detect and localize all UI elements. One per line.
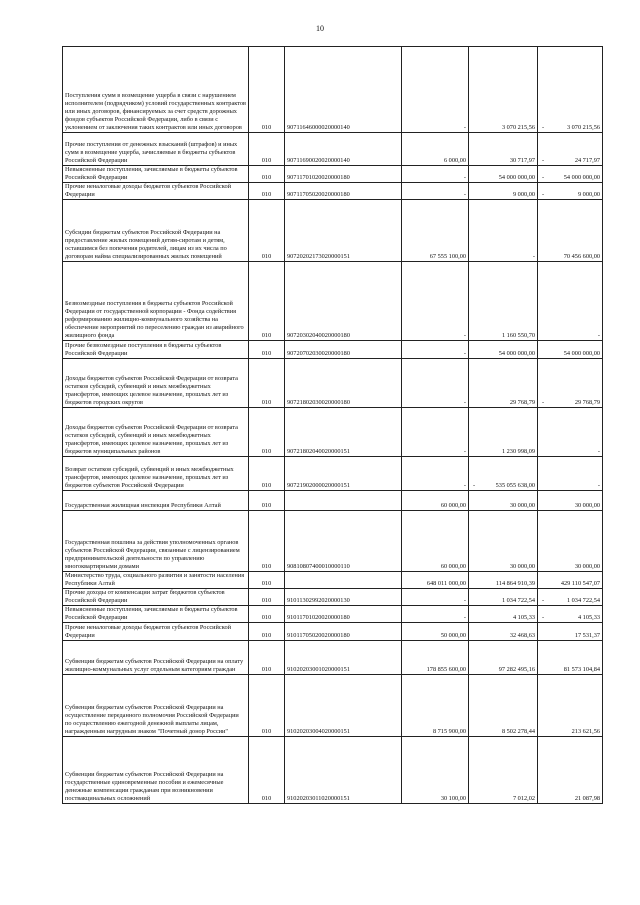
remaining-amount-cell-sign: -	[542, 399, 545, 406]
revenue-name-cell-value: Прочие неналоговые доходы бюджетов субъектов Российской Федерации	[65, 624, 231, 639]
executed-amount-cell-value: 9 000,00	[512, 191, 535, 198]
executed-amount-cell	[469, 623, 538, 641]
revenue-name-cell-value: Безвозмездные поступления в бюджеты субъектов Российской Федерации от государственной корпорации - Фонда содействия реформированию жилищно-коммунального хозяйства на обеспечение мероприятий по переселению граждан из аварийного жилищного фонда	[65, 300, 244, 339]
executed-amount-cell	[469, 641, 538, 675]
remaining-amount-cell-sign: -	[542, 191, 545, 198]
budget-code-cell	[285, 341, 402, 359]
revenue-name-cell	[63, 572, 249, 589]
planned-amount-cell	[402, 341, 469, 359]
executed-amount-cell-value: 54 000 000,00	[498, 174, 535, 181]
remaining-amount-cell	[538, 606, 603, 623]
table-row	[63, 606, 603, 623]
budget-code-cell-value: 91011705020020000180	[287, 632, 350, 639]
revenue-name-cell	[63, 491, 249, 511]
executed-amount-cell-value: 32 468,63	[509, 632, 535, 639]
planned-amount-cell-value: -	[463, 399, 466, 406]
remaining-amount-cell-sign: -	[542, 597, 545, 604]
revenue-name-cell	[63, 457, 249, 491]
budget-code-cell	[285, 606, 402, 623]
admin-code-cell-value: 010	[261, 448, 272, 455]
executed-amount-cell	[469, 359, 538, 408]
planned-amount-cell-value: -	[463, 448, 466, 455]
remaining-amount-cell	[538, 589, 603, 606]
budget-code-cell-value: 91011302992020000130	[287, 597, 350, 604]
budget-code-cell	[285, 457, 402, 491]
revenue-name-cell	[63, 511, 249, 572]
remaining-amount-cell	[538, 572, 603, 589]
planned-amount-cell	[402, 133, 469, 166]
remaining-amount-cell-value: 81 573 104,84	[563, 666, 600, 673]
admin-code-cell	[249, 737, 285, 804]
admin-code-cell	[249, 262, 285, 341]
remaining-amount-cell	[538, 183, 603, 200]
admin-code-cell	[249, 572, 285, 589]
admin-code-cell	[249, 457, 285, 491]
admin-code-cell	[249, 491, 285, 511]
remaining-amount-cell-value: 429 110 547,07	[560, 580, 600, 587]
table-row	[63, 457, 603, 491]
table-row	[63, 262, 603, 341]
budget-code-cell-value: 90711705020020000180	[287, 191, 350, 198]
revenue-name-cell-value: Возврат остатков субсидий, субвенций и иных межбюджетных трансфертов, имеющих целевое назначение, прошлых лет из бюджетов субъектов Российской Федерации	[65, 466, 234, 489]
budget-code-cell	[285, 623, 402, 641]
budget-code-cell	[285, 737, 402, 804]
revenue-name-cell	[63, 200, 249, 262]
remaining-amount-cell-value: 29 768,79	[574, 399, 600, 406]
planned-amount-cell-value: -	[463, 614, 466, 621]
executed-amount-cell	[469, 606, 538, 623]
remaining-amount-cell	[538, 408, 603, 457]
admin-code-cell	[249, 47, 285, 133]
admin-code-cell	[249, 675, 285, 737]
remaining-amount-cell	[538, 641, 603, 675]
table-body	[63, 47, 603, 804]
remaining-amount-cell-value: 54 000 000,00	[563, 350, 600, 357]
planned-amount-cell-value: 50 000,00	[440, 632, 466, 639]
budget-code-cell	[285, 589, 402, 606]
planned-amount-cell-value: -	[463, 350, 466, 357]
budget-code-cell	[285, 262, 402, 341]
remaining-amount-cell-sign: -	[542, 157, 545, 164]
planned-amount-cell	[402, 359, 469, 408]
admin-code-cell	[249, 200, 285, 262]
remaining-amount-cell-value: 1 034 722,54	[566, 597, 600, 604]
planned-amount-cell	[402, 641, 469, 675]
admin-code-cell-value: 010	[261, 597, 272, 604]
budget-code-cell	[285, 133, 402, 166]
executed-amount-cell	[469, 491, 538, 511]
admin-code-cell-value: 010	[261, 795, 272, 802]
planned-amount-cell	[402, 47, 469, 133]
remaining-amount-cell-value: 17 531,37	[574, 632, 600, 639]
admin-code-cell-value: 010	[261, 399, 272, 406]
executed-amount-cell-value: 30 717,97	[509, 157, 535, 164]
table-row	[63, 166, 603, 183]
planned-amount-cell	[402, 623, 469, 641]
executed-amount-cell-sign: -	[473, 482, 476, 489]
table-row	[63, 511, 603, 572]
planned-amount-cell	[402, 737, 469, 804]
admin-code-cell-value: 010	[261, 482, 272, 489]
planned-amount-cell-value: 60 000,00	[440, 502, 466, 509]
admin-code-cell-value: 010	[261, 191, 272, 198]
executed-amount-cell-value: 54 000 000,00	[498, 350, 535, 357]
table-row	[63, 133, 603, 166]
revenue-name-cell	[63, 341, 249, 359]
revenue-name-cell	[63, 589, 249, 606]
planned-amount-cell	[402, 606, 469, 623]
budget-code-cell	[285, 47, 402, 133]
planned-amount-cell-value: 8 715 900,00	[432, 728, 466, 735]
revenue-name-cell-value: Прочие доходы от компенсации затрат бюджетов субъектов Российской Федерации	[65, 589, 225, 604]
budget-code-cell-value: 91011701020020000180	[287, 614, 350, 621]
executed-amount-cell-value: 30 000,00	[509, 563, 535, 570]
revenue-name-cell-value: Невыясненные поступления, зачисляемые в бюджеты субъектов Российской Федерации	[65, 166, 238, 181]
executed-amount-cell-value: 114 864 910,39	[495, 580, 535, 587]
admin-code-cell-value: 010	[261, 580, 272, 587]
revenue-name-cell-value: Субвенции бюджетам субъектов Российской Федерации на государственные единовременные пособия и ежемесячные денежные компенсации гражданам при возникновении поствакцинальных осложнений	[65, 771, 224, 802]
remaining-amount-cell-value: 213 621,56	[571, 728, 600, 735]
admin-code-cell-value: 010	[261, 332, 272, 339]
executed-amount-cell	[469, 341, 538, 359]
remaining-amount-cell	[538, 511, 603, 572]
admin-code-cell-value: 010	[261, 174, 272, 181]
remaining-amount-cell-value: 3 070 215,56	[566, 124, 600, 131]
executed-amount-cell	[469, 675, 538, 737]
planned-amount-cell-value: -	[463, 191, 466, 198]
revenue-name-cell-value: Доходы бюджетов субъектов Российской Федерации от возврата остатков субсидий, субвенций и иных межбюджетных трансфертов, имеющих целевое назначение, прошлых лет из бюджетов муниципальных районов	[65, 424, 238, 455]
planned-amount-cell-value: 67 555 100,00	[429, 253, 466, 260]
admin-code-cell-value: 010	[261, 614, 272, 621]
remaining-amount-cell-value: 70 456 600,00	[563, 253, 600, 260]
executed-amount-cell	[469, 166, 538, 183]
table-row	[63, 623, 603, 641]
planned-amount-cell	[402, 183, 469, 200]
budget-code-cell-value: 90720202173020000151	[287, 253, 350, 260]
revenue-name-cell	[63, 408, 249, 457]
executed-amount-cell	[469, 133, 538, 166]
revenue-name-cell	[63, 675, 249, 737]
executed-amount-cell-value: 535 055 638,00	[495, 482, 535, 489]
budget-code-cell	[285, 408, 402, 457]
budget-code-cell-value: 90711690020020000140	[287, 157, 350, 164]
budget-code-cell-value: 90720702030020000180	[287, 350, 350, 357]
revenue-name-cell	[63, 623, 249, 641]
table-row	[63, 47, 603, 133]
admin-code-cell	[249, 511, 285, 572]
admin-code-cell-value: 010	[261, 502, 272, 509]
remaining-amount-cell-value: -	[597, 482, 600, 489]
page-number: 10	[316, 24, 324, 33]
admin-code-cell	[249, 341, 285, 359]
remaining-amount-cell	[538, 166, 603, 183]
revenue-name-cell	[63, 641, 249, 675]
budget-code-cell	[285, 200, 402, 262]
budget-code-cell	[285, 572, 402, 589]
admin-code-cell	[249, 623, 285, 641]
remaining-amount-cell-value: 4 105,33	[577, 614, 600, 621]
revenue-name-cell-value: Доходы бюджетов субъектов Российской Федерации от возврата остатков субсидий, субвенций и иных межбюджетных трансфертов, имеющих целевое назначение, прошлых лет из бюджетов городских округов	[65, 375, 238, 406]
revenue-name-cell-value: Министерство труда, социального развития и занятости населения Республики Алтай	[65, 572, 245, 587]
table-row	[63, 200, 603, 262]
executed-amount-cell-value: 7 012,02	[512, 795, 535, 802]
budget-code-cell-value: 90721802030020000180	[287, 399, 350, 406]
table-row	[63, 589, 603, 606]
remaining-amount-cell	[538, 47, 603, 133]
table-row	[63, 183, 603, 200]
remaining-amount-cell-value: -	[597, 332, 600, 339]
remaining-amount-cell	[538, 133, 603, 166]
admin-code-cell	[249, 183, 285, 200]
planned-amount-cell-value: -	[463, 332, 466, 339]
revenue-name-cell	[63, 183, 249, 200]
revenue-name-cell	[63, 606, 249, 623]
planned-amount-cell	[402, 262, 469, 341]
remaining-amount-cell-value: 21 087,98	[574, 795, 600, 802]
executed-amount-cell	[469, 589, 538, 606]
revenue-name-cell	[63, 47, 249, 133]
remaining-amount-cell	[538, 359, 603, 408]
admin-code-cell-value: 010	[261, 728, 272, 735]
executed-amount-cell	[469, 47, 538, 133]
executed-amount-cell	[469, 737, 538, 804]
budget-code-cell-value: 91020203004020000151	[287, 728, 350, 735]
remaining-amount-cell-sign: -	[542, 124, 545, 131]
budget-code-cell-value: 90810807400010000110	[287, 563, 350, 570]
budget-code-cell	[285, 166, 402, 183]
admin-code-cell-value: 010	[261, 563, 272, 570]
executed-amount-cell	[469, 572, 538, 589]
planned-amount-cell	[402, 457, 469, 491]
admin-code-cell	[249, 589, 285, 606]
revenue-name-cell-value: Прочие безвозмездные поступления в бюджеты субъектов Российской Федерации	[65, 342, 222, 357]
remaining-amount-cell	[538, 737, 603, 804]
revenue-name-cell	[63, 166, 249, 183]
table-row	[63, 641, 603, 675]
revenue-table	[62, 46, 603, 804]
remaining-amount-cell-value: 9 000,00	[577, 191, 600, 198]
remaining-amount-cell	[538, 675, 603, 737]
admin-code-cell	[249, 408, 285, 457]
remaining-amount-cell-value: -	[597, 448, 600, 455]
revenue-name-cell-value: Невыясненные поступления, зачисляемые в бюджеты субъектов Российской Федерации	[65, 606, 238, 621]
executed-amount-cell-value: 1 034 722,54	[501, 597, 535, 604]
admin-code-cell-value: 010	[261, 157, 272, 164]
budget-code-cell	[285, 359, 402, 408]
executed-amount-cell-value: 1 230 998,09	[501, 448, 535, 455]
admin-code-cell-value: 010	[261, 666, 272, 673]
executed-amount-cell-value: -	[532, 253, 535, 260]
admin-code-cell	[249, 133, 285, 166]
admin-code-cell-value: 010	[261, 253, 272, 260]
executed-amount-cell-value: 4 105,33	[512, 614, 535, 621]
executed-amount-cell	[469, 262, 538, 341]
budget-code-cell-value: 90721802040020000151	[287, 448, 350, 455]
executed-amount-cell-value: 3 070 215,56	[501, 124, 535, 131]
planned-amount-cell-value: -	[463, 597, 466, 604]
budget-code-cell	[285, 183, 402, 200]
revenue-name-cell-value: Поступления сумм в возмещение ущерба в связи с нарушением исполнителем (подрядчиком) условий государственных контрактов или иных договоров, финансируемых за счет средств дорожных фондов субъектов Российской Федерации, либо в связи с уклонением от заключения таких контрактов или иных договоров	[65, 92, 247, 131]
planned-amount-cell-value: 30 100,00	[440, 795, 466, 802]
budget-code-cell-value: 90721902000020000151	[287, 482, 350, 489]
revenue-name-cell-value: Субсидии бюджетам субъектов Российской Федерации на предоставление жилых помещений детям-сиротам и детям, оставшимся без попечения родителей, лицам из их числа по договорам найма специализированных жилых помещений	[65, 229, 227, 260]
remaining-amount-cell-value: 30 000,00	[574, 563, 600, 570]
table-row	[63, 408, 603, 457]
budget-code-cell-value: 91020203011020000151	[287, 795, 350, 802]
planned-amount-cell	[402, 589, 469, 606]
planned-amount-cell	[402, 408, 469, 457]
planned-amount-cell-value: 6 000,00	[443, 157, 466, 164]
executed-amount-cell	[469, 457, 538, 491]
budget-code-cell-value: 90711646000020000140	[287, 124, 350, 131]
planned-amount-cell-value: 60 000,00	[440, 563, 466, 570]
executed-amount-cell-value: 97 282 495,16	[498, 666, 535, 673]
remaining-amount-cell	[538, 491, 603, 511]
revenue-name-cell-value: Прочие неналоговые доходы бюджетов субъектов Российской Федерации	[65, 183, 231, 198]
remaining-amount-cell-sign: -	[542, 174, 545, 181]
planned-amount-cell	[402, 675, 469, 737]
executed-amount-cell	[469, 183, 538, 200]
planned-amount-cell	[402, 491, 469, 511]
executed-amount-cell	[469, 200, 538, 262]
remaining-amount-cell-sign: -	[542, 614, 545, 621]
revenue-name-cell	[63, 133, 249, 166]
remaining-amount-cell	[538, 262, 603, 341]
revenue-name-cell-value: Субвенции бюджетам субъектов Российской Федерации на оплату жилищно-коммунальных услуг отдельным категориям граждан	[65, 658, 244, 673]
remaining-amount-cell-value: 24 717,97	[574, 157, 600, 164]
table-row	[63, 341, 603, 359]
revenue-name-cell-value: Прочие поступления от денежных взысканий (штрафов) и иных сумм в возмещение ущерба, зачисляемые в бюджеты субъектов Российской Федерации	[65, 141, 238, 164]
revenue-name-cell-value: Государственная жилищная инспекция Республики Алтай	[65, 502, 221, 509]
budget-code-cell-value: 90711701020020000180	[287, 174, 350, 181]
table-row	[63, 359, 603, 408]
executed-amount-cell	[469, 511, 538, 572]
remaining-amount-cell-value: 30 000,00	[574, 502, 600, 509]
admin-code-cell-value: 010	[261, 632, 272, 639]
executed-amount-cell	[469, 408, 538, 457]
budget-code-cell	[285, 675, 402, 737]
admin-code-cell	[249, 359, 285, 408]
table-row	[63, 675, 603, 737]
planned-amount-cell	[402, 511, 469, 572]
revenue-name-cell-value: Субвенции бюджетам субъектов Российской Федерации на осуществление переданного полномочия Российской Федерации по осуществлению ежегодной денежной выплаты лицам, награжденным нагрудным знаком "Почетный донор России"	[65, 704, 239, 735]
budget-code-cell	[285, 491, 402, 511]
planned-amount-cell	[402, 572, 469, 589]
remaining-amount-cell	[538, 457, 603, 491]
executed-amount-cell-value: 1 160 550,70	[501, 332, 535, 339]
remaining-amount-cell	[538, 200, 603, 262]
planned-amount-cell-value: 648 011 000,00	[426, 580, 466, 587]
planned-amount-cell	[402, 200, 469, 262]
admin-code-cell-value: 010	[261, 350, 272, 357]
planned-amount-cell	[402, 166, 469, 183]
table-row	[63, 737, 603, 804]
table-row	[63, 491, 603, 511]
budget-code-cell	[285, 511, 402, 572]
remaining-amount-cell	[538, 341, 603, 359]
admin-code-cell-value: 010	[261, 124, 272, 131]
budget-code-cell-value: 90720302040020000180	[287, 332, 350, 339]
revenue-name-cell-value: Государственная пошлина за действия уполномоченных органов субъектов Российской Федерации, связанные с лицензированием предпринимательской деятельности по управлению многоквартирными домами	[65, 539, 240, 570]
executed-amount-cell-value: 29 768,79	[509, 399, 535, 406]
admin-code-cell	[249, 166, 285, 183]
executed-amount-cell-value: 30 000,00	[509, 502, 535, 509]
budget-code-cell	[285, 641, 402, 675]
admin-code-cell	[249, 641, 285, 675]
admin-code-cell	[249, 606, 285, 623]
planned-amount-cell-value: -	[463, 124, 466, 131]
revenue-name-cell	[63, 359, 249, 408]
budget-code-cell-value: 91020203001020000151	[287, 666, 350, 673]
revenue-name-cell	[63, 262, 249, 341]
planned-amount-cell-value: 178 855 600,00	[426, 666, 466, 673]
planned-amount-cell-value: -	[463, 482, 466, 489]
revenue-name-cell	[63, 737, 249, 804]
remaining-amount-cell-value: 54 000 000,00	[563, 174, 600, 181]
executed-amount-cell-value: 8 502 278,44	[501, 728, 535, 735]
table-row	[63, 572, 603, 589]
planned-amount-cell-value: -	[463, 174, 466, 181]
remaining-amount-cell	[538, 623, 603, 641]
